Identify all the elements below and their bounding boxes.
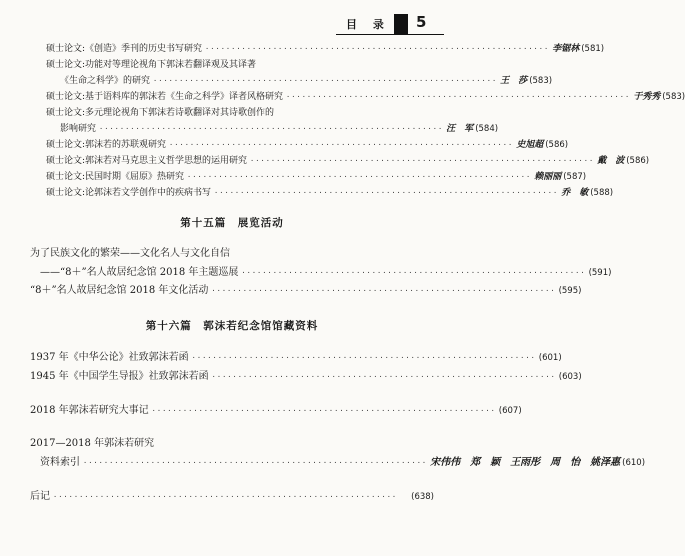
header-page-number: 5 — [416, 13, 427, 31]
entry-title: 硕士论文:《创造》季刊的历史书写研究 — [46, 44, 203, 54]
entry-page: (586) — [626, 156, 650, 166]
entry-page: (581) — [581, 44, 605, 54]
leader-dots: ·································································· — [205, 45, 550, 53]
leader-dots: ·································································· — [53, 493, 398, 501]
leader-dots: ·································································· — [241, 269, 586, 277]
leader-dots: ·································································· — [191, 354, 536, 362]
entry-author: 赖丽丽 — [534, 172, 562, 182]
entry-page: (588) — [590, 188, 614, 198]
entry-page: (586) — [545, 140, 569, 150]
leader-dots: ·································································· — [214, 189, 559, 197]
leader-dots: ·································································· — [187, 173, 532, 181]
entry-title: 影响研究 — [60, 124, 97, 134]
entry-page: (583) — [529, 76, 553, 86]
entry-title: ——“8＋”名人故居纪念馆 2018 年主题巡展 — [40, 267, 239, 278]
entry-author: 宋伟伟 郑 颖 王雨彤 周 怡 姚泽惠 — [430, 457, 621, 468]
leader-dots: ·································································· — [250, 157, 595, 165]
leader-dots: ·································································· — [286, 93, 631, 101]
toc-entry[interactable] — [46, 155, 650, 167]
header-title: 目 录 — [346, 18, 390, 31]
toc-entry[interactable] — [46, 91, 685, 103]
entry-title: 硕士论文:郭沫若对马克思主义哲学思想的运用研究 — [46, 156, 248, 166]
leader-dots: ·································································· — [83, 459, 428, 467]
toc-entry-line[interactable]: 2017—2018 年郭沫若研究 — [30, 438, 155, 449]
page-header — [336, 14, 444, 35]
entry-page: (601) — [538, 353, 562, 363]
entry-page: (584) — [475, 124, 499, 134]
entry-author: 戴 波 — [597, 156, 625, 166]
entry-author: 乔 敏 — [561, 188, 589, 198]
toc-entry[interactable] — [30, 490, 434, 504]
toc-entry[interactable] — [30, 370, 582, 384]
toc-entry[interactable] — [40, 456, 646, 470]
toc-entry[interactable] — [46, 43, 605, 55]
entry-author: 王 莎 — [500, 76, 528, 86]
leader-dots: ·································································· — [151, 407, 496, 415]
toc-entry[interactable] — [30, 284, 582, 298]
entry-title: “8＋”名人故居纪念馆 2018 年文化活动 — [30, 285, 209, 296]
entry-author: 于秀秀 — [633, 92, 661, 102]
entry-title: 《生命之科学》的研究 — [60, 76, 151, 86]
entry-page: (595) — [558, 286, 582, 296]
entry-title: 后记 — [30, 491, 50, 502]
toc-entry[interactable] — [60, 75, 553, 87]
entry-title: 2018 年郭沫若研究大事记 — [30, 405, 149, 416]
toc-entry[interactable] — [46, 171, 587, 183]
entry-title: 1937 年《中华公论》社致郭沫若函 — [30, 352, 189, 363]
entry-page: (591) — [588, 268, 612, 278]
toc-entry[interactable] — [30, 351, 562, 365]
entry-page: (583) — [662, 92, 685, 102]
toc-entry-line[interactable]: 硕士论文:功能对等理论视角下郭沫若翻译观及其译著 — [46, 60, 257, 70]
section-heading-15: 第十五篇 展览活动 — [180, 217, 284, 229]
leader-dots: ·································································· — [99, 125, 444, 133]
toc-entry[interactable] — [46, 139, 569, 151]
entry-title: 硕士论文:民国时期《屈原》热研究 — [46, 172, 185, 182]
entry-title: 1945 年《中国学生导报》社致郭沫若函 — [30, 371, 209, 382]
entry-title: 硕士论文:基于语料库的郭沫若《生命之科学》译者风格研究 — [46, 92, 284, 102]
entry-title: 硕士论文:郭沫若的苏联观研究 — [46, 140, 167, 150]
toc-entry[interactable] — [60, 123, 499, 135]
leader-dots: ·································································· — [211, 287, 556, 295]
toc-entry[interactable] — [30, 404, 522, 418]
entry-author: 汪 军 — [446, 124, 474, 134]
header-block-mark — [394, 14, 408, 34]
toc-entry-line[interactable]: 为了民族文化的繁荣——文化名人与文化自信 — [30, 248, 230, 259]
entry-page: (638) — [411, 492, 434, 502]
toc-entry-line[interactable]: 硕士论文:多元理论视角下郭沫若诗歌翻译对其诗歌创作的 — [46, 108, 275, 118]
entry-page: (587) — [563, 172, 587, 182]
entry-page: (603) — [558, 372, 582, 382]
toc-entry[interactable] — [46, 187, 614, 199]
toc-entry[interactable] — [40, 266, 612, 280]
leader-dots: ·································································· — [211, 373, 556, 381]
leader-dots: ·································································· — [169, 141, 514, 149]
leader-dots: ·································································· — [153, 77, 498, 85]
entry-author: 李锯林 — [552, 44, 580, 54]
entry-title: 硕士论文:论郭沫若文学创作中的疾病书写 — [46, 188, 212, 198]
entry-author: 史旭超 — [516, 140, 544, 150]
entry-title: 资料索引 — [40, 457, 80, 468]
entry-page: (607) — [498, 406, 522, 416]
entry-page: (610) — [622, 458, 646, 468]
section-heading-16: 第十六篇 郭沫若纪念馆馆藏资料 — [145, 320, 319, 332]
